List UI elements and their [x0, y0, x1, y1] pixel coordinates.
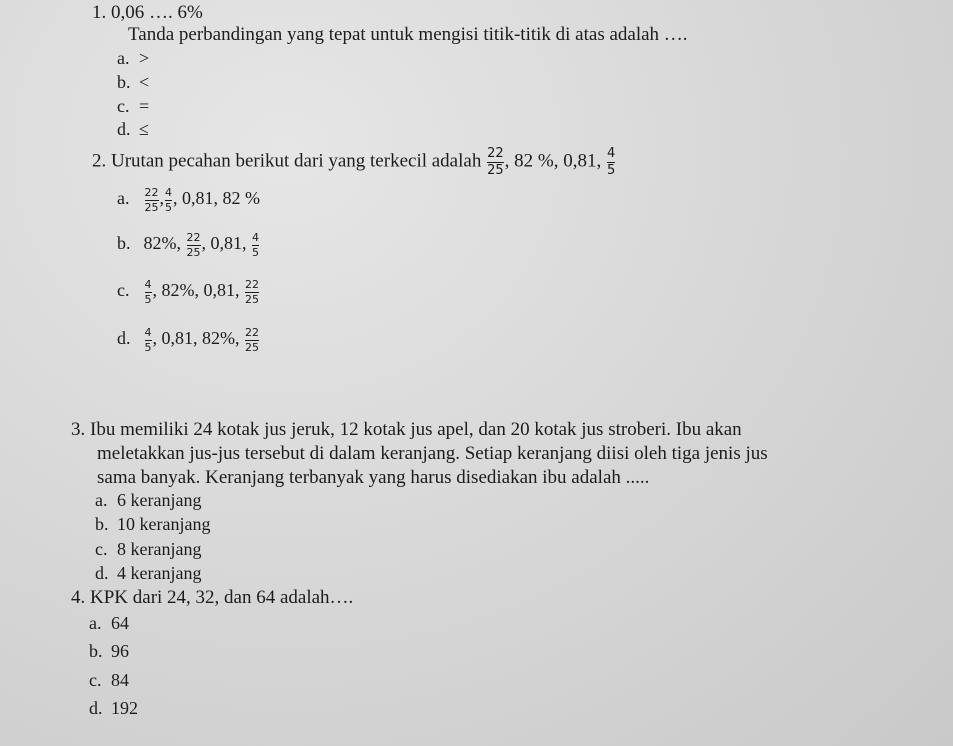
- option-label: c.: [117, 96, 130, 116]
- q3-option-a[interactable]: [95, 489, 201, 511]
- option-label: b.: [117, 233, 131, 254]
- q3-line-2: meletakkan jus-jus tersebut di dalam keranjang. Setiap keranjang diisi oleh tiga jenis jus: [97, 443, 768, 464]
- option-label: d.: [89, 698, 103, 718]
- option-text: 192: [111, 698, 138, 718]
- option-label: a.: [89, 613, 102, 633]
- q3-line-1: [71, 419, 742, 441]
- option-text: 96: [111, 641, 129, 661]
- q3-option-b[interactable]: [95, 513, 210, 535]
- fraction-4-5: $\frac{4}{5}$: [606, 146, 616, 178]
- fraction-22-25: $\frac{22}{25}$: [245, 326, 259, 354]
- option-label: c.: [117, 280, 130, 301]
- option-label: c.: [95, 539, 108, 559]
- fraction-22-25: $\frac{22}{25}$: [186, 231, 201, 259]
- option-text: 64: [111, 613, 129, 633]
- option-label: c.: [89, 670, 102, 690]
- q4-option-d[interactable]: [89, 697, 138, 719]
- option-label: b.: [89, 641, 103, 661]
- q2-option-a[interactable]: a. $\frac{22}{25}$ , $\frac{4}{5}$ , 0,81, 82 %: [117, 186, 260, 214]
- option-label: b.: [95, 514, 109, 534]
- q1-stem: [92, 2, 203, 24]
- option-text: 6 keranjang: [117, 490, 202, 510]
- q4-option-c[interactable]: [89, 669, 129, 691]
- fraction-4-5: $\frac{4}{5}$: [144, 326, 152, 354]
- option-text: 8 keranjang: [117, 539, 202, 559]
- fraction-4-5: $\frac{4}{5}$: [165, 186, 172, 214]
- fraction-4-5: $\frac{4}{5}$: [144, 278, 152, 306]
- q1-question-text: Tanda perbandingan yang tepat untuk mengisi titik-titik di atas adalah ….: [128, 24, 688, 45]
- option-text: >: [139, 48, 150, 68]
- q1-stem-text: 0,06 …. 6%: [111, 2, 203, 23]
- q1-option-d[interactable]: [117, 118, 149, 140]
- q3-option-c[interactable]: [95, 538, 201, 560]
- q4-option-a[interactable]: [89, 612, 129, 634]
- fraction-22-25: $\frac{22}{25}$: [144, 186, 159, 214]
- q1-option-c[interactable]: [117, 95, 149, 117]
- option-text: 84: [111, 670, 129, 690]
- q2-stem-tail: , 82 %, 0,81,: [504, 150, 602, 172]
- q1-option-a[interactable]: [117, 47, 149, 69]
- option-label: a.: [95, 490, 108, 510]
- q2-question-text: Urutan pecahan berikut dari yang terkecil adalah: [111, 150, 482, 172]
- q3-line-3: sama banyak. Keranjang terbanyak yang harus disediakan ibu adalah .....: [97, 467, 650, 488]
- option-text: ≤: [139, 119, 149, 139]
- q1-number: 1.: [92, 2, 107, 23]
- option-label: d.: [95, 563, 109, 583]
- fraction-22-25: $\frac{22}{25}$: [487, 146, 504, 178]
- fraction-22-25: $\frac{22}{25}$: [245, 278, 259, 306]
- q3-option-d[interactable]: [95, 562, 201, 584]
- option-text: =: [139, 96, 150, 116]
- q4-option-b[interactable]: [89, 640, 129, 662]
- option-text: 4 keranjang: [117, 563, 202, 583]
- q3-text-1: Ibu memiliki 24 kotak jus jeruk, 12 kotak jus apel, dan 20 kotak jus stroberi. Ibu akan: [90, 419, 742, 440]
- option-label: a.: [117, 48, 130, 68]
- q1-option-b[interactable]: [117, 71, 149, 93]
- q4-question: [71, 587, 353, 609]
- option-text: 10 keranjang: [117, 514, 211, 534]
- q2-option-b[interactable]: b. 82%, $\frac{22}{25}$ , 0,81, $\frac{4}{5}$: [117, 231, 259, 259]
- option-label: b.: [117, 72, 131, 92]
- option-label: d.: [117, 119, 131, 139]
- option-text: <: [139, 72, 150, 92]
- q3-number: 3.: [71, 419, 86, 440]
- q4-number: 4.: [71, 587, 86, 608]
- q2-number: 2.: [92, 150, 107, 172]
- option-label: a.: [117, 188, 130, 209]
- q4-question-text: KPK dari 24, 32, dan 64 adalah….: [90, 587, 354, 608]
- q2-option-c[interactable]: c. $\frac{4}{5}$ , 82%, 0,81, $\frac{22}{25}$: [117, 278, 259, 306]
- q2-question: [92, 147, 616, 177]
- fraction-4-5: $\frac{4}{5}$: [252, 231, 259, 259]
- option-label: d.: [117, 328, 131, 349]
- q2-option-d[interactable]: d. $\frac{4}{5}$ , 0,81, 82%, $\frac{22}{25}$: [117, 326, 259, 354]
